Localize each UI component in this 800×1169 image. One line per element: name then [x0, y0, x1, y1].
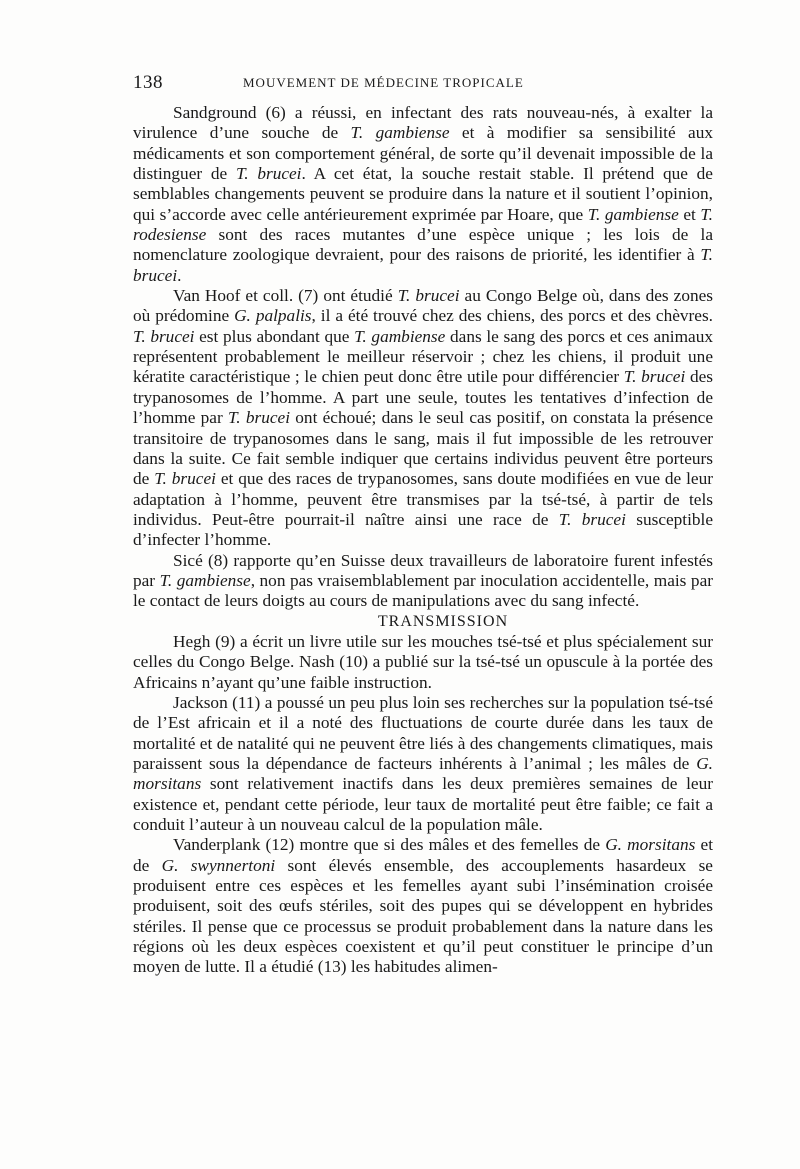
body-text	[133, 103, 713, 978]
journal-title: MOUVEMENT DE MÉDECINE TROPICALE	[243, 75, 524, 90]
paragraph-vanderplank: Vanderplank (12) montre que si des mâles et des femelles de G. morsitans et de G. swynnertoni sont élevés ensemble, des accouplements hasardeux se produisent entre ces espèces et les femelles ayant subi l’insémination croisée produisent, soit des œufs stériles, soit des pupes qui se développent en hybrides stériles. Il pense que ce processus se produit probablement dans la nature dans les régions où les deux espèces coexistent et qu’il peut constituer le principe d’un moyen de lutte. Il a étudié (13) les habitudes alimen-	[133, 835, 713, 977]
paragraph-sice: Sicé (8) rapporte qu’en Suisse deux travailleurs de laboratoire furent infestés par T. gambiense, non pas vraisemblablement par inoculation accidentelle, mais par le contact de leurs doigts au cours de manipulations avec du sang infecté.	[133, 550, 713, 611]
paragraph-hegh: Hegh (9) a écrit un livre utile sur les mouches tsé-tsé et plus spécialement sur celles du Congo Belge. Nash (10) a publié sur la tsé-tsé un opuscule à la portée des Africains n’ayant qu’une faible instruction.	[133, 631, 713, 692]
page-number: 138	[133, 72, 163, 93]
paragraph-sandground: Sandground (6) a réussi, en infectant des rats nouveau-nés, à exalter la virulence d’une souche de T. gambiense et à modifier sa sensibilité aux médicaments et son comportement général, de sorte qu’il devenait impossible de la distinguer de T. brucei. A cet état, la souche restait stable. Il prétend que de semblables changements peuvent se produire dans la nature et il soutient l’opinion, qui s’accorde avec celle antérieurement exprimée par Hoare, que T. gambiense et T. rodesiense sont des races mutantes d’une espèce unique ; les lois de la nomenclature zoologique devraient, pour des raisons de priorité, les identifier à T. brucei.	[133, 103, 713, 285]
section-heading: TRANSMISSION	[377, 612, 509, 630]
paragraph-jackson: Jackson (11) a poussé un peu plus loin ses recherches sur la population tsé-tsé de l’Est africain et il a noté des fluctuations de courte durée dans les taux de mortalité et de natalité qui ne peuvent être liés à des changements climatiques, mais paraissent sous la dépendance de facteurs inhérents à l’animal ; les mâles de G. morsitans sont relativement inactifs dans les deux premières semaines de leur existence et, pendant cette période, leur taux de mortalité peut être faible; ce fait a conduit l’auteur à un nouveau calcul de la population mâle.	[133, 692, 713, 835]
running-head	[133, 72, 713, 96]
paragraph-van-hoof: Van Hoof et coll. (7) ont étudié T. brucei au Congo Belge où, dans des zones où prédomine G. palpalis, il a été trouvé chez des chiens, des porcs et des chèvres. T. brucei est plus abondant que T. gambiense dans le sang des porcs et ces animaux représentent probablement le meilleur réservoir ; chez les chiens, il produit une kératite caractéristique ; le chien peut donc être utile pour différencier T. brucei des trypanosomes de l’homme. A part une seule, toutes les tentatives d’infection de l’homme par T. brucei ont échoué; dans le seul cas positif, on constata la présence transitoire de trypanosomes dans le sang, mais il fut impossible de les retrouver dans la suite. Ce fait semble indiquer que certains individus peuvent être porteurs de T. brucei et que des races de trypanosomes, sans doute modifiées en vue de leur adaptation à l’homme, peuvent être transmises par la tsé-tsé, à partir de tels individus. Peut-être pourrait-il naître ainsi une race de T. brucei susceptible d’infecter l’homme.	[133, 286, 714, 550]
